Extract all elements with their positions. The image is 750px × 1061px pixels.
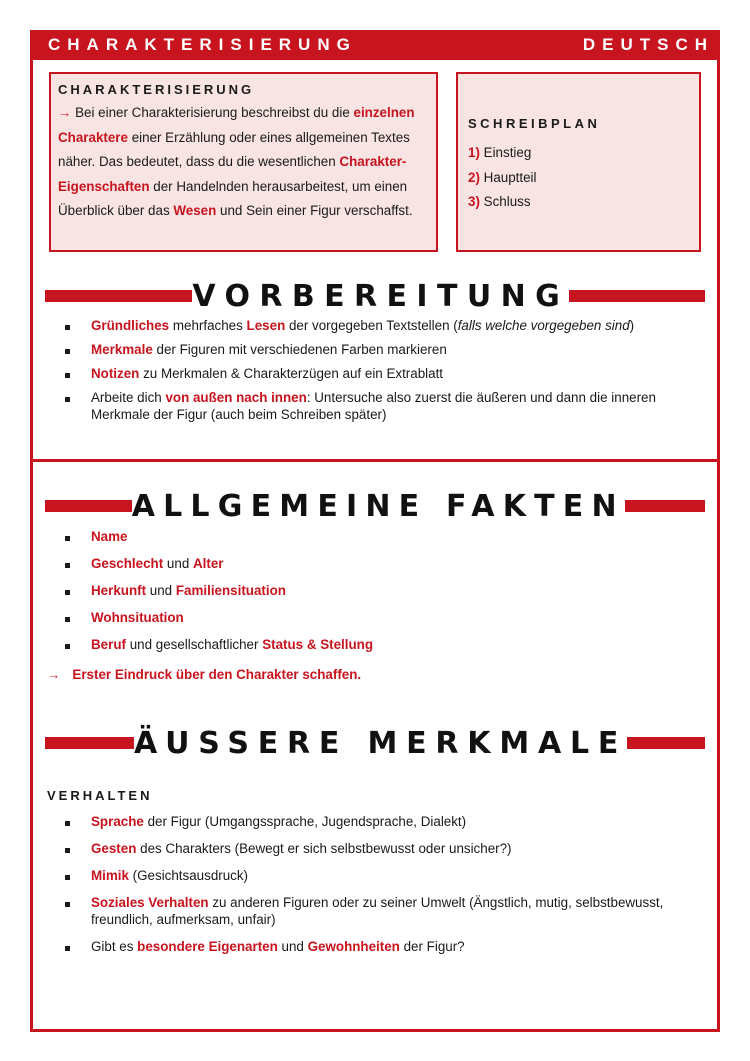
- text-part: des Charakters (Bewegt er sich selbstbewusst oder unsicher?): [136, 841, 512, 856]
- list-item: [65, 365, 705, 382]
- header-title: CHARAKTERISIERUNG: [48, 35, 357, 54]
- highlight: Wesen: [173, 203, 217, 218]
- highlight: Gesten: [91, 841, 137, 856]
- section-divider: [30, 459, 720, 462]
- highlight: Soziales Verhalten: [91, 895, 209, 910]
- text-part: der Figuren mit verschiedenen Farben markieren: [152, 342, 447, 357]
- plan-label: Schluss: [479, 194, 531, 209]
- list-item: [65, 528, 705, 545]
- header-bar: [30, 30, 720, 60]
- text-part: : Untersuche also zuerst die äußeren und dann die inneren Merkmale der Figur (auch beim Schreiben später): [91, 390, 656, 422]
- text-part: einer Erzählung oder eines allgemeinen Textes näher. Das bedeutet, dass du die wesentlichen: [58, 129, 410, 169]
- plan-number: 2): [468, 169, 480, 185]
- text-part: mehrfaches: [169, 318, 247, 333]
- heading-title: ALLGEMEINE FAKTEN: [131, 488, 625, 524]
- heading-bar: [45, 290, 192, 302]
- text-part: der vorgegeben Textstellen (: [285, 318, 458, 333]
- highlight: einzelnen Charaktere: [58, 105, 415, 145]
- conclusion-text: Erster Eindruck über den Charakter schaffen.: [72, 667, 362, 682]
- plan-number: 3): [468, 194, 480, 209]
- list-item: [65, 555, 705, 572]
- fakten-list: [65, 528, 705, 663]
- definition-box: [49, 72, 438, 252]
- list-item: [65, 938, 705, 955]
- text-part: und: [277, 939, 308, 954]
- heading-title: VORBEREITUNG: [192, 278, 570, 314]
- text-part: Bei einer Charakterisierung beschreibst du die: [71, 105, 354, 120]
- highlight: Name: [91, 529, 128, 544]
- text-part: zu Merkmalen & Charakterzügen auf ein Extrablatt: [139, 366, 444, 381]
- plan-item: [468, 141, 689, 166]
- heading-bar: [45, 737, 134, 749]
- text-part: zu anderen Figuren oder zu seiner Umwelt (Ängstlich, mutig, selbstbewusst, freundlich, aufmerksam, unfair): [91, 895, 664, 927]
- plan-label: Hauptteil: [479, 169, 537, 185]
- text-part: ): [629, 318, 635, 333]
- text-part: der Figur?: [399, 939, 465, 954]
- section-heading-fakten: [45, 485, 705, 527]
- highlight: Herkunft: [91, 583, 147, 598]
- vorbereitung-list: [65, 317, 705, 430]
- highlight: Mimik: [91, 868, 129, 883]
- plan-number: 1): [468, 145, 480, 160]
- highlight: Lesen: [246, 318, 286, 333]
- highlight: Notizen: [91, 366, 140, 381]
- list-item: [65, 389, 705, 423]
- text-part: der Figur (Umgangssprache, Jugendsprache, Dialekt): [143, 814, 467, 829]
- definition-title: CHARAKTERISIERUNG: [58, 82, 255, 97]
- highlight: Geschlecht: [91, 556, 164, 571]
- list-item: [65, 894, 705, 928]
- list-item: [65, 317, 705, 334]
- highlight: von außen nach innen: [165, 390, 307, 405]
- list-item: [65, 840, 705, 857]
- text-part: Arbeite dich: [91, 390, 166, 405]
- plan-item: [468, 190, 689, 215]
- conclusion-note: [47, 667, 361, 682]
- verhalten-list: [65, 813, 705, 965]
- highlight: Wohnsituation: [91, 610, 184, 625]
- plan-label: Einstieg: [479, 145, 532, 160]
- highlight: Beruf: [91, 637, 126, 652]
- list-item: [65, 813, 705, 830]
- heading-title: ÄUSSERE MERKMALE: [134, 725, 628, 761]
- text-part: und: [146, 583, 176, 598]
- text-part: und Sein einer Figur verschaffst.: [216, 203, 413, 218]
- highlight: Gewohnheiten: [307, 939, 400, 954]
- highlight: Status & Stellung: [262, 637, 374, 652]
- list-item: [65, 609, 705, 626]
- text-part: der Handelnden herausarbeitest, um einen Überblick über das: [58, 178, 408, 218]
- plan-title: SCHREIBPLAN: [468, 116, 601, 131]
- header-subject: DEUTSCH: [582, 35, 714, 54]
- writing-plan-box: [456, 72, 701, 252]
- highlight: Charakter-Eigenschaften: [58, 154, 407, 194]
- text-part: (Gesichtsausdruck): [128, 868, 249, 883]
- text-part: und: [163, 556, 193, 571]
- highlight: besondere Eigenarten: [137, 939, 278, 954]
- highlight: Alter: [193, 556, 224, 571]
- plan-item: [468, 166, 689, 191]
- list-item: [65, 867, 705, 884]
- section-heading-vorbereitung: [45, 276, 705, 316]
- list-item: [65, 636, 705, 653]
- heading-bar: [45, 500, 132, 512]
- text-part: Gibt es: [91, 939, 138, 954]
- heading-bar: [625, 500, 705, 512]
- italic-note: falls welche vorgegeben sind: [457, 318, 630, 333]
- highlight: Familiensituation: [175, 583, 286, 598]
- list-item: [65, 341, 705, 358]
- definition-text: [58, 101, 428, 224]
- list-item: [65, 582, 705, 599]
- text-part: und gesellschaftlicher: [125, 637, 263, 652]
- highlight: Gründliches: [91, 318, 170, 333]
- arrow-icon: →: [58, 105, 72, 120]
- heading-bar: [569, 290, 705, 302]
- subheading-verhalten: VERHALTEN: [47, 788, 153, 803]
- section-heading-merkmale: [45, 722, 705, 764]
- highlight: Sprache: [91, 814, 144, 829]
- heading-bar: [627, 737, 705, 749]
- highlight: Merkmale: [91, 342, 153, 357]
- arrow-icon: →: [47, 667, 61, 682]
